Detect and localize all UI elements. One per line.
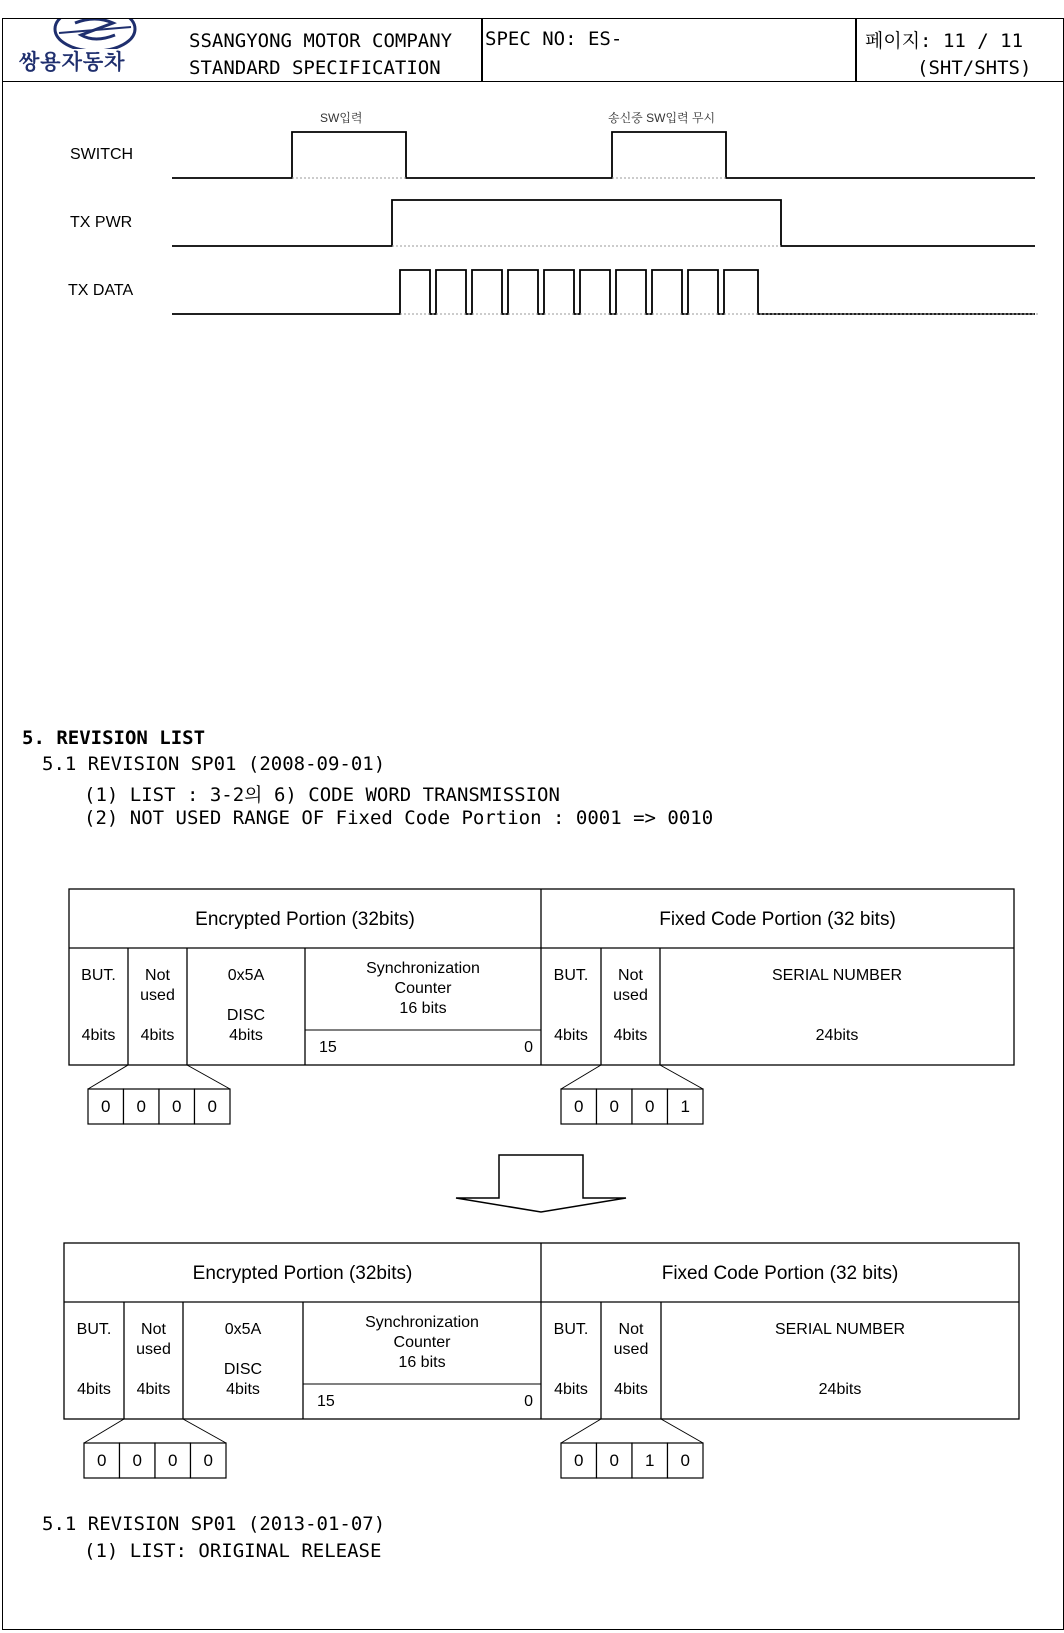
company-line-1: SSANGYONG MOTOR COMPANY xyxy=(189,30,453,52)
expansion-line xyxy=(88,1065,128,1089)
not-used-bits-encrypted-bit: 0 xyxy=(172,1097,182,1116)
bits-label: 24bits xyxy=(815,1027,859,1044)
encrypted-portion-label: Encrypted Portion (32bits) xyxy=(195,909,415,930)
bit-index-low: 0 xyxy=(524,1039,533,1056)
but-label: BUT. xyxy=(553,967,589,984)
sync-counter-label: Counter xyxy=(393,1334,451,1351)
sync-counter-label: Synchronization xyxy=(366,960,480,977)
disc-hex-label: 0x5A xyxy=(224,1321,262,1338)
not-used-bits-encrypted-bit: 0 xyxy=(168,1451,178,1470)
not-used-label: used xyxy=(613,987,648,1004)
sync-counter-label: Synchronization xyxy=(365,1314,479,1331)
bits-label: 4bits xyxy=(229,1027,263,1044)
expansion-line xyxy=(561,1065,601,1089)
not-used-bits-encrypted-bit: 0 xyxy=(207,1097,217,1116)
not-used-bits-encrypted-bit: 0 xyxy=(97,1451,107,1470)
not-used-bits-fixed-bit: 0 xyxy=(574,1451,584,1470)
disc-hex-label: 0x5A xyxy=(227,967,265,984)
sync-counter-label: Counter xyxy=(394,980,452,997)
logo-text: 쌍용자동차 xyxy=(19,50,126,74)
switch-label: SWITCH xyxy=(70,146,134,163)
expansion-line xyxy=(660,1065,703,1089)
frame-structure-after xyxy=(64,1243,1019,1478)
bits-label: 4bits xyxy=(613,1027,648,1044)
sync-counter-label: 16 bits xyxy=(399,1000,447,1017)
bits-label: 24bits xyxy=(818,1381,862,1398)
company-line-2: STANDARD SPECIFICATION xyxy=(189,57,441,79)
tx-data-label: TX DATA xyxy=(68,282,134,299)
not-used-bits-encrypted-bit: 0 xyxy=(203,1451,213,1470)
bit-index-high: 15 xyxy=(317,1393,335,1410)
bits-label: 4bits xyxy=(77,1381,111,1398)
encrypted-portion-label: Encrypted Portion (32bits) xyxy=(192,1263,413,1284)
expansion-line xyxy=(183,1419,226,1443)
but-label: BUT. xyxy=(76,1321,112,1338)
fixed-code-portion-label: Fixed Code Portion (32 bits) xyxy=(659,909,896,930)
bit-index-high: 15 xyxy=(319,1039,337,1056)
expansion-line xyxy=(661,1419,703,1443)
revision-1-title: 5.1 REVISION SP01 (2008-09-01) xyxy=(42,753,386,775)
revision-2-title: 5.1 REVISION SP01 (2013-01-07) xyxy=(42,1513,386,1535)
disc-label: DISC xyxy=(223,1361,263,1378)
not-used-label: used xyxy=(136,1341,171,1358)
bits-label: 4bits xyxy=(614,1381,648,1398)
expansion-line xyxy=(561,1419,601,1443)
revision-heading: 5. REVISION LIST xyxy=(22,727,206,749)
not-used-bits-fixed-bit: 1 xyxy=(645,1451,655,1470)
not-used-label: Not xyxy=(618,1321,644,1338)
page-line-2: (SHT/SHTS) xyxy=(917,57,1032,79)
expansion-line xyxy=(84,1419,124,1443)
tx-pwr-label: TX PWR xyxy=(70,214,133,231)
not-used-bits-fixed-bit: 1 xyxy=(680,1097,690,1116)
sw-ignore-annotation: 송신중 SW입력 무시 xyxy=(608,111,716,125)
disc-label: DISC xyxy=(226,1007,266,1024)
revision-1-item-1: (1) LIST : 3-2의 6) CODE WORD TRANSMISSION xyxy=(84,784,560,806)
but-label: BUT. xyxy=(81,967,116,984)
down-arrow-icon xyxy=(456,1155,626,1212)
revision-2-item-1: (1) LIST: ORIGINAL RELEASE xyxy=(84,1540,382,1562)
bits-label: 4bits xyxy=(554,1027,588,1044)
not-used-bits-fixed-bit: 0 xyxy=(645,1097,655,1116)
not-used-bits-encrypted-bit: 0 xyxy=(132,1451,142,1470)
sw-input-annotation: SW입력 xyxy=(320,111,363,125)
bits-label: 4bits xyxy=(140,1027,175,1044)
not-used-bits-encrypted-bit: 0 xyxy=(136,1097,146,1116)
serial-number-label: SERIAL NUMBER xyxy=(774,1321,906,1338)
not-used-bits-fixed-bit: 0 xyxy=(680,1451,690,1470)
not-used-label: used xyxy=(140,987,175,1004)
not-used-bits-fixed-bit: 0 xyxy=(574,1097,584,1116)
sync-counter-label: 16 bits xyxy=(398,1354,446,1371)
not-used-label: Not xyxy=(618,967,643,984)
bits-label: 4bits xyxy=(554,1381,588,1398)
bits-label: 4bits xyxy=(226,1381,260,1398)
revision-1-item-2: (2) NOT USED RANGE OF Fixed Code Portion : 0001 => 0010 xyxy=(84,807,714,829)
expansion-line xyxy=(187,1065,230,1089)
not-used-bits-fixed-bit: 0 xyxy=(609,1451,619,1470)
not-used-label: Not xyxy=(145,967,170,984)
not-used-bits-encrypted-bit: 0 xyxy=(101,1097,111,1116)
serial-number-label: SERIAL NUMBER xyxy=(771,967,903,984)
not-used-bits-fixed-bit: 0 xyxy=(609,1097,619,1116)
not-used-label: Not xyxy=(141,1321,166,1338)
but-label: BUT. xyxy=(553,1321,589,1338)
bits-label: 4bits xyxy=(136,1381,171,1398)
bits-label: 4bits xyxy=(81,1027,116,1044)
frame-structure-before xyxy=(69,889,1014,1124)
fixed-code-portion-label: Fixed Code Portion (32 bits) xyxy=(661,1263,899,1284)
page-line-1: 페이지: 11 / 11 xyxy=(865,30,1024,52)
not-used-label: used xyxy=(613,1341,649,1358)
bit-index-low: 0 xyxy=(524,1393,533,1410)
spec-number: SPEC NO: ES- xyxy=(485,28,623,50)
